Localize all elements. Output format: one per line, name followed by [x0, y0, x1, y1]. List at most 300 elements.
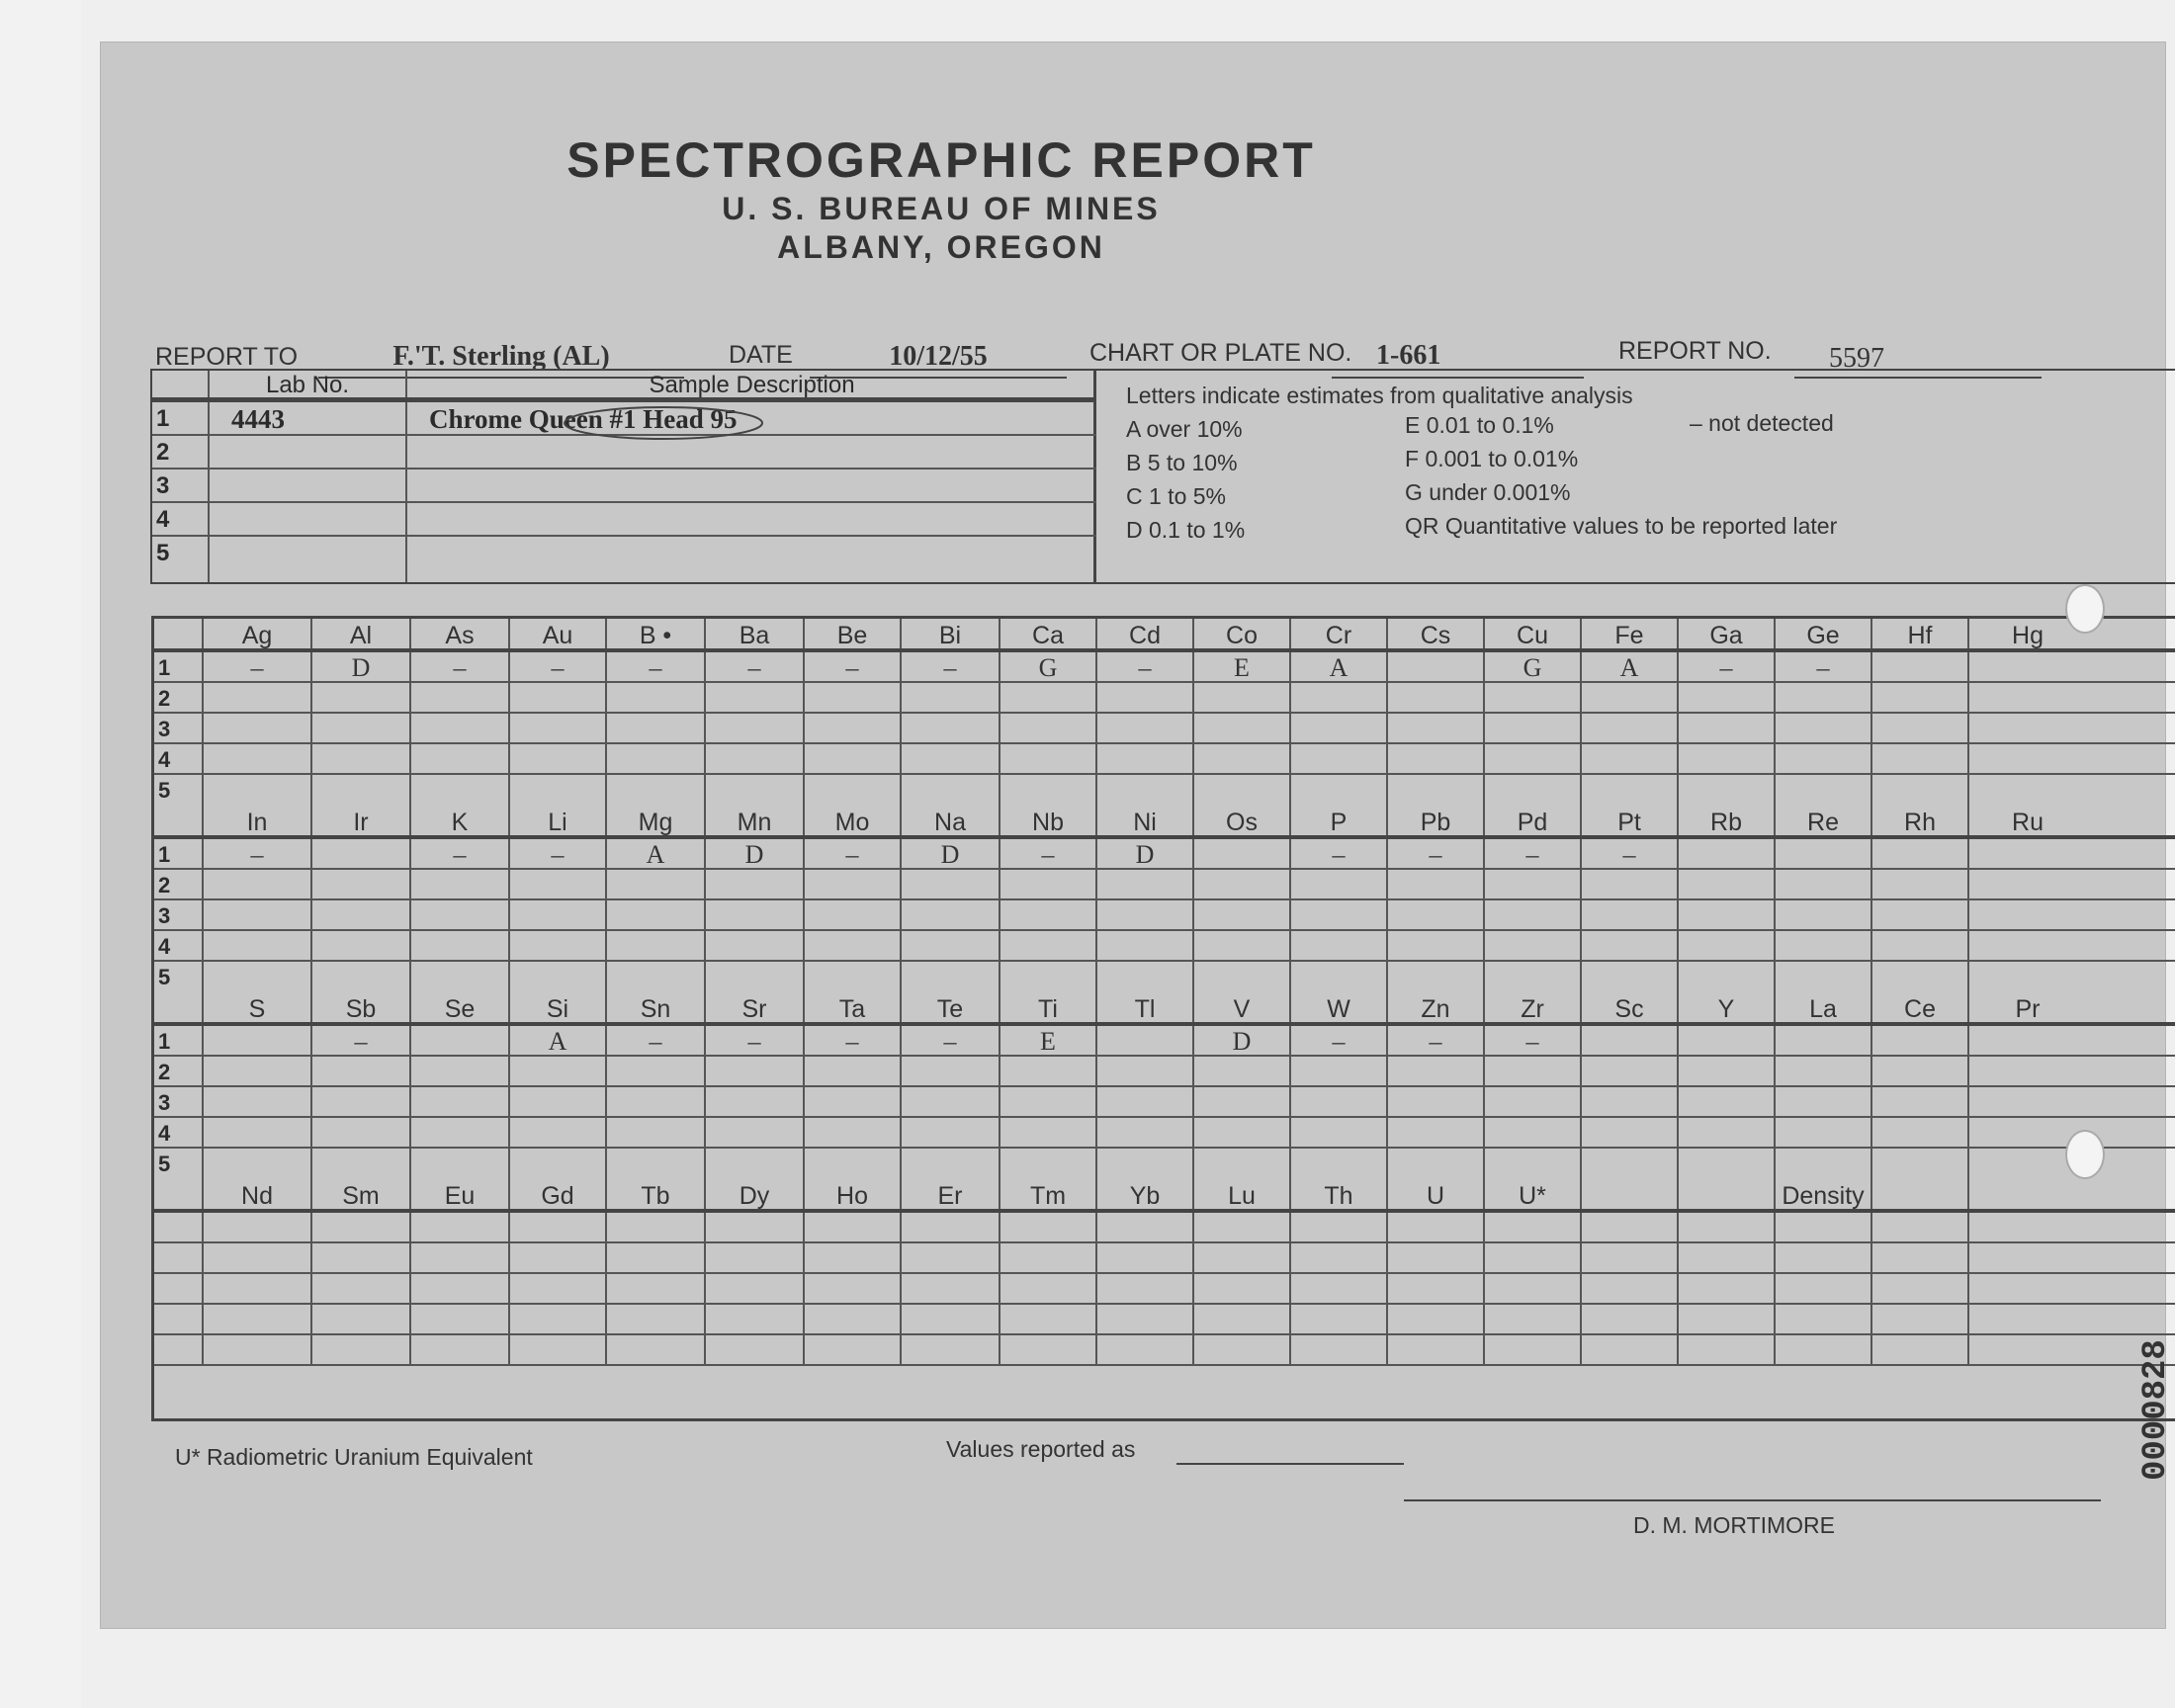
table-row [154, 775, 2175, 806]
element-value [1969, 1213, 2086, 1241]
element-symbol: Cu [1485, 619, 1582, 648]
element-value [510, 1305, 607, 1333]
element-value [706, 1087, 805, 1116]
element-symbol: Hg [2012, 622, 2044, 649]
element-value [1679, 1305, 1776, 1333]
element-value [706, 1213, 805, 1241]
element-value [510, 1087, 607, 1116]
element-value [1582, 1118, 1679, 1147]
element-value [706, 1335, 805, 1364]
row-number: 2 [154, 1057, 204, 1085]
description-header: Sample Description [649, 372, 855, 398]
element-value [1485, 1305, 1582, 1333]
lab-no-cell [210, 436, 407, 468]
element-value [312, 1274, 411, 1303]
row-number: 1 [152, 402, 210, 434]
element-symbol: Mo [805, 806, 902, 835]
element-value [1776, 714, 1872, 742]
element-value [1969, 1274, 2086, 1303]
element-value [1776, 744, 1872, 773]
element-value [805, 1274, 902, 1303]
element-symbol [1872, 1179, 1969, 1209]
element-symbol: K [411, 806, 510, 835]
element-value [1194, 962, 1291, 992]
element-value [1969, 962, 2086, 992]
element-value [1388, 1243, 1485, 1272]
element-value [312, 683, 411, 712]
element-value [411, 1149, 510, 1179]
element-value [706, 714, 805, 742]
element-symbol: Zr [1485, 992, 1582, 1022]
element-value [1776, 683, 1872, 712]
element-value [1582, 1305, 1679, 1333]
row-number: 4 [154, 744, 204, 773]
element-symbol: Tb [607, 1179, 706, 1209]
element-value [1679, 1274, 1776, 1303]
element-symbol: Sr [706, 992, 805, 1022]
element-symbol: Rb [1679, 806, 1776, 835]
row-number: 3 [154, 900, 204, 929]
element-value [411, 1243, 510, 1272]
element-value [204, 1274, 312, 1303]
element-value [1388, 962, 1485, 992]
element-symbol: Pr [2015, 995, 2041, 1023]
element-value [1679, 962, 1776, 992]
element-value [1872, 839, 1969, 868]
element-value [204, 1213, 312, 1241]
table-row [154, 1335, 2175, 1366]
table-row [154, 1274, 2175, 1305]
element-symbol: La [1776, 992, 1872, 1022]
element-value [1582, 1087, 1679, 1116]
element-value [1000, 1335, 1097, 1364]
element-value [1969, 775, 2086, 806]
element-value [1969, 1057, 2086, 1085]
row-number: 2 [154, 870, 204, 898]
element-value: – [706, 652, 805, 681]
element-value [1097, 1213, 1194, 1241]
element-value: – [805, 652, 902, 681]
element-value: – [1388, 1026, 1485, 1055]
sample-num-header [152, 371, 210, 397]
row-number: 5 [154, 775, 204, 806]
element-value [1388, 870, 1485, 898]
element-symbol: Er [902, 1179, 1000, 1209]
element-value [1776, 900, 1872, 929]
element-symbol: Ge [1776, 619, 1872, 648]
element-value [411, 1057, 510, 1085]
signer-name: D. M. MORTIMORE [1633, 1512, 1836, 1538]
element-value [706, 900, 805, 929]
element-value [902, 1243, 1000, 1272]
table-row [154, 870, 2175, 900]
element-value [204, 1243, 312, 1272]
element-value: – [1291, 839, 1388, 868]
element-value: – [1485, 1026, 1582, 1055]
element-value [510, 744, 607, 773]
element-value [411, 1118, 510, 1147]
element-value [1679, 714, 1776, 742]
element-value [510, 1118, 607, 1147]
element-value [607, 683, 706, 712]
element-value [1679, 839, 1776, 868]
element-value [902, 1087, 1000, 1116]
table-row [152, 436, 1096, 470]
element-value [1969, 931, 2086, 960]
element-value [607, 714, 706, 742]
table-row [154, 931, 2175, 962]
element-value [1969, 870, 2086, 898]
sample-header-row [152, 371, 1096, 402]
element-value [1872, 900, 1969, 929]
element-value [1485, 1335, 1582, 1364]
element-symbol: Cd [1097, 619, 1194, 648]
element-value [1097, 962, 1194, 992]
element-value [1582, 962, 1679, 992]
row-number-header [154, 1179, 204, 1209]
element-symbol [1969, 1179, 2086, 1209]
element-value [1388, 1213, 1485, 1241]
element-value [1679, 1149, 1776, 1179]
element-value [902, 683, 1000, 712]
legend-item: D 0.1 to 1% [1126, 517, 1246, 543]
element-value [1776, 1087, 1872, 1116]
legend-item: G under 0.001% [1405, 479, 1571, 505]
legend-heading: Letters indicate estimates from qualitative analysis [1126, 383, 1633, 408]
element-value [1194, 1149, 1291, 1179]
element-value [204, 870, 312, 898]
element-value: – [607, 652, 706, 681]
element-symbol: V [1194, 992, 1291, 1022]
element-value [1388, 652, 1485, 681]
element-value [1679, 775, 1776, 806]
element-value [312, 900, 411, 929]
row-number: 2 [154, 683, 204, 712]
element-value [1194, 1305, 1291, 1333]
element-value [805, 683, 902, 712]
element-value [607, 1118, 706, 1147]
element-value [1194, 775, 1291, 806]
element-value [312, 1057, 411, 1085]
element-value [706, 1118, 805, 1147]
element-value [1776, 775, 1872, 806]
element-value [204, 1026, 312, 1055]
element-value [1969, 652, 2086, 681]
element-value [510, 931, 607, 960]
element-value [204, 1118, 312, 1147]
element-value [607, 1335, 706, 1364]
element-value [1194, 1118, 1291, 1147]
element-value [805, 1149, 902, 1179]
table-row [152, 537, 1096, 582]
element-value [510, 900, 607, 929]
element-value [1582, 714, 1679, 742]
element-value [411, 1026, 510, 1055]
row-number: 3 [154, 714, 204, 742]
table-row [154, 1026, 2175, 1057]
legend-item: C 1 to 5% [1126, 483, 1226, 509]
element-value [1776, 1118, 1872, 1147]
element-value [902, 775, 1000, 806]
element-symbol: Ba [706, 619, 805, 648]
element-symbol: Pt [1582, 806, 1679, 835]
element-symbol: Te [902, 992, 1000, 1022]
element-value [1291, 962, 1388, 992]
element-value [1485, 1213, 1582, 1241]
element-value [1000, 1149, 1097, 1179]
element-value [1582, 1057, 1679, 1085]
element-value [1679, 1087, 1776, 1116]
element-symbol [1679, 1179, 1776, 1209]
date-value: 10/12/55 [810, 339, 1067, 379]
element-value [411, 931, 510, 960]
element-value [1872, 652, 1969, 681]
element-value: – [1679, 652, 1776, 681]
element-value: G [1485, 652, 1582, 681]
element-value [510, 714, 607, 742]
signature-line [1404, 1499, 2101, 1501]
element-value: – [1000, 839, 1097, 868]
element-value [204, 900, 312, 929]
element-symbol: U [1388, 1179, 1485, 1209]
element-value [1291, 900, 1388, 929]
element-value [1872, 775, 1969, 806]
element-value [1388, 714, 1485, 742]
element-value: – [411, 839, 510, 868]
row-number: 3 [154, 1087, 204, 1116]
row-number-cell [154, 1213, 204, 1241]
element-symbol: Dy [706, 1179, 805, 1209]
element-symbol: Be [805, 619, 902, 648]
table-row [154, 744, 2175, 775]
element-value [1194, 870, 1291, 898]
element-symbol: Ru [2012, 809, 2044, 836]
element-value [1097, 683, 1194, 712]
table-row [154, 1305, 2175, 1335]
element-value [312, 1149, 411, 1179]
description-cell [407, 503, 1096, 535]
element-value [1872, 1335, 1969, 1364]
element-value [607, 1213, 706, 1241]
element-value [1872, 1213, 1969, 1241]
element-value [204, 683, 312, 712]
element-value [510, 1057, 607, 1085]
element-value [1194, 1087, 1291, 1116]
element-value [902, 1305, 1000, 1333]
element-value: – [510, 839, 607, 868]
element-value [1776, 931, 1872, 960]
report-form [100, 42, 2175, 1629]
element-value [1679, 1118, 1776, 1147]
element-value: D [312, 652, 411, 681]
element-value [1194, 683, 1291, 712]
element-value [1194, 900, 1291, 929]
element-value [204, 1149, 312, 1179]
element-value [1291, 1057, 1388, 1085]
element-value [1872, 1026, 1969, 1055]
element-block [154, 1179, 2175, 1366]
element-value [607, 962, 706, 992]
element-value: – [902, 652, 1000, 681]
row-number: 5 [154, 962, 204, 992]
element-value [1291, 744, 1388, 773]
element-value [1291, 1213, 1388, 1241]
report-no-value: 5597 [1794, 343, 2042, 379]
element-value [1485, 1274, 1582, 1303]
element-value: – [805, 1026, 902, 1055]
element-value [706, 683, 805, 712]
table-row [154, 1118, 2175, 1149]
element-value: A [510, 1026, 607, 1055]
element-value [805, 714, 902, 742]
element-value [1582, 1213, 1679, 1241]
description-cell: Chrome Queen #1 Head 95 [429, 404, 738, 434]
element-value [607, 900, 706, 929]
element-value [1776, 1057, 1872, 1085]
element-value: – [607, 1026, 706, 1055]
element-value [1000, 1305, 1097, 1333]
agency-name: U. S. BUREAU OF MINES [722, 191, 1161, 226]
table-row [154, 652, 2175, 683]
element-value: G [1000, 652, 1097, 681]
element-value [902, 1118, 1000, 1147]
report-to-label: REPORT TO [155, 343, 299, 371]
element-value [312, 962, 411, 992]
element-value [1291, 775, 1388, 806]
element-value [1291, 1335, 1388, 1364]
element-value [1776, 962, 1872, 992]
element-value [706, 744, 805, 773]
element-value [312, 870, 411, 898]
element-symbol: P [1291, 806, 1388, 835]
element-symbol [1582, 1179, 1679, 1209]
element-value [312, 1118, 411, 1147]
element-symbol: Mn [706, 806, 805, 835]
element-value: – [1097, 652, 1194, 681]
element-value [411, 1305, 510, 1333]
element-value [1291, 1274, 1388, 1303]
element-value [411, 1274, 510, 1303]
element-value [1097, 931, 1194, 960]
element-value [805, 744, 902, 773]
element-value [607, 1149, 706, 1179]
element-value [1582, 931, 1679, 960]
element-symbol: Ho [805, 1179, 902, 1209]
element-value [1582, 1026, 1679, 1055]
element-value [607, 744, 706, 773]
element-value [1000, 1243, 1097, 1272]
element-symbol: Ca [1000, 619, 1097, 648]
element-symbol: Os [1194, 806, 1291, 835]
element-value [1097, 1057, 1194, 1085]
element-value [1194, 1057, 1291, 1085]
table-row [154, 1243, 2175, 1274]
element-symbol: U* [1485, 1179, 1582, 1209]
punch-hole [2065, 1130, 2105, 1179]
element-value [1776, 1243, 1872, 1272]
circled-annotation [563, 405, 765, 441]
element-symbol: Y [1679, 992, 1776, 1022]
element-symbol: Sn [607, 992, 706, 1022]
element-symbol: Mg [607, 806, 706, 835]
element-value [1000, 744, 1097, 773]
element-value: D [902, 839, 1000, 868]
row-number-cell [154, 1305, 204, 1333]
element-value [1000, 1274, 1097, 1303]
description-cell [407, 470, 1096, 501]
element-symbol: Co [1194, 619, 1291, 648]
element-symbol: Ni [1097, 806, 1194, 835]
element-value [1194, 931, 1291, 960]
element-symbol: Rh [1872, 806, 1969, 835]
element-value [1194, 1243, 1291, 1272]
element-symbol: Gd [510, 1179, 607, 1209]
element-value [902, 744, 1000, 773]
element-value [1388, 1149, 1485, 1179]
element-value [1969, 839, 2086, 868]
element-value [1679, 1026, 1776, 1055]
element-value [706, 870, 805, 898]
element-value [1000, 775, 1097, 806]
element-value [1969, 1243, 2086, 1272]
element-value [607, 1057, 706, 1085]
element-value [1872, 683, 1969, 712]
element-value [204, 1305, 312, 1333]
element-value [1388, 1057, 1485, 1085]
element-value [1000, 1057, 1097, 1085]
element-header-row [154, 619, 2175, 652]
element-value [411, 744, 510, 773]
element-block [154, 619, 2175, 806]
element-value [1291, 714, 1388, 742]
element-value: D [1194, 1026, 1291, 1055]
element-value [1388, 1335, 1485, 1364]
element-value [706, 1305, 805, 1333]
element-symbol: Pb [1388, 806, 1485, 835]
table-row [154, 900, 2175, 931]
element-symbol: B • [607, 619, 706, 648]
element-symbol: Re [1776, 806, 1872, 835]
element-header-row [154, 1179, 2175, 1213]
element-value [706, 1057, 805, 1085]
element-value [1969, 1305, 2086, 1333]
element-value [1872, 1149, 1969, 1179]
element-value [1485, 962, 1582, 992]
element-value [1291, 931, 1388, 960]
table-row [152, 503, 1096, 537]
element-value [1388, 1274, 1485, 1303]
element-value [411, 1087, 510, 1116]
row-number: 4 [152, 503, 210, 535]
element-value [1679, 683, 1776, 712]
table-row [154, 683, 2175, 714]
row-number-cell [154, 1335, 204, 1364]
row-number: 3 [152, 470, 210, 501]
element-value [902, 1057, 1000, 1085]
element-value [1388, 1087, 1485, 1116]
table-row [152, 470, 1096, 503]
element-value: – [1776, 652, 1872, 681]
element-symbol: Th [1291, 1179, 1388, 1209]
element-value [1291, 870, 1388, 898]
lab-no-cell [210, 503, 407, 535]
element-symbol: Ag [204, 619, 312, 648]
element-value [1776, 1026, 1872, 1055]
element-value [1000, 1118, 1097, 1147]
element-value [1485, 1087, 1582, 1116]
element-value [1000, 1213, 1097, 1241]
element-value: A [607, 839, 706, 868]
